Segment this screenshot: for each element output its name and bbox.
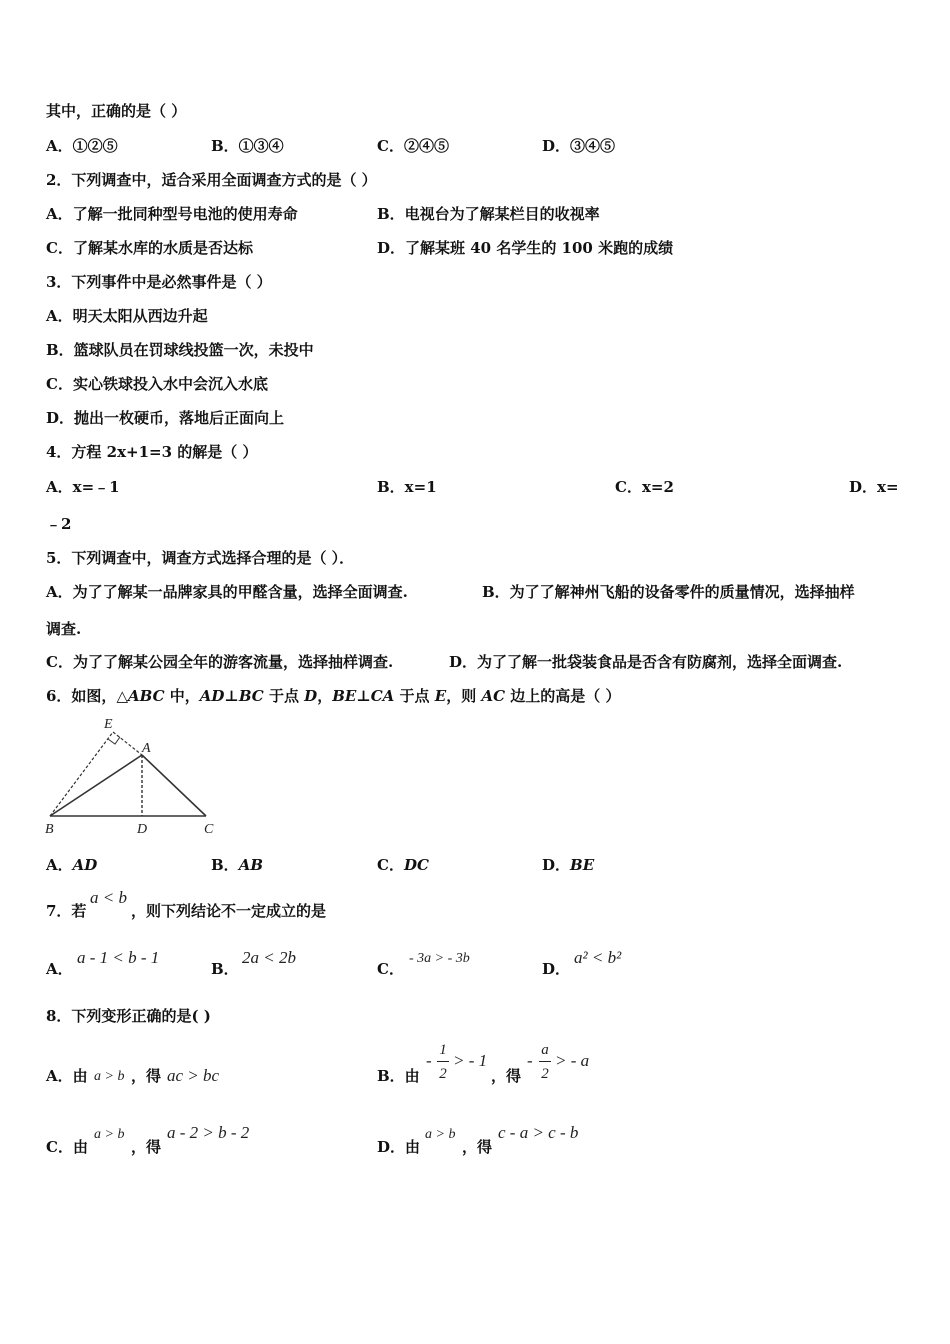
- q8-option-b-numerator-1: 1: [439, 1042, 447, 1058]
- q1-option-d: D．③④⑤: [542, 137, 616, 155]
- q6-text-6: 边上的高是（ ）: [505, 687, 621, 705]
- q8-option-c-cond: a > b: [94, 1127, 125, 1142]
- figure-right-angle-mark: [108, 737, 120, 744]
- q6-option-a: [46, 856, 97, 874]
- q2-option-d: D．了解某班 40 名学生的 100 米跑的成绩: [377, 239, 674, 257]
- q5-stem: 5．下列调查中，调查方式选择合理的是（ ）．: [46, 549, 355, 567]
- figure-line-ba: [50, 755, 142, 816]
- figure-label-c: C: [204, 822, 214, 837]
- q8-option-b-mid: ，得: [491, 1067, 522, 1085]
- q7-option-c-label: C．: [377, 960, 404, 978]
- figure-line-ac: [142, 755, 206, 816]
- q4-option-c: C．x=2: [615, 478, 674, 496]
- q2-option-a: A．了解一批同种型号电池的使用寿命: [46, 205, 298, 223]
- q6-text-5: ，则: [446, 687, 482, 705]
- q2-option-c: C．了解某水库的水质是否达标: [46, 239, 253, 257]
- q8-option-a-mid: ，得: [131, 1067, 162, 1085]
- q7-num: 7．若: [46, 902, 87, 920]
- figure-label-b: B: [45, 822, 54, 837]
- q8-option-a-cond: a > b: [94, 1069, 125, 1084]
- q8-option-c-mid: ，得: [131, 1138, 162, 1156]
- q6-option-b-value: AB: [238, 856, 264, 874]
- q3-option-b: B．篮球队员在罚球线投篮一次，未投中: [46, 341, 314, 359]
- q8-option-b-rest-1: > - 1: [453, 1051, 488, 1070]
- q8-option-b-fraction-bar-2: [539, 1061, 551, 1062]
- q4-option-a: A．x=﹣1: [46, 478, 120, 496]
- q6-perp-1: ⊥: [224, 687, 239, 705]
- q6-text-4: 于点: [394, 687, 435, 705]
- q5-option-b: B．为了了解神州飞船的设备零件的质量情况，选择抽样: [482, 583, 855, 601]
- q1-stem: 其中，正确的是（ ）: [46, 102, 187, 120]
- q6-point-e: E: [434, 687, 447, 705]
- q8-option-b-rest-2: > - a: [555, 1051, 590, 1070]
- q3-option-a: A．明天太阳从西边升起: [46, 307, 208, 325]
- q6-option-b-label: B．: [211, 856, 239, 874]
- figure-label-a: A: [142, 741, 151, 756]
- q8-option-c-result: a - 2 > b - 2: [167, 1123, 250, 1142]
- figure-label-d: D: [137, 822, 148, 837]
- q6-stem: [46, 687, 620, 705]
- q4-option-d: D．x=: [849, 478, 899, 496]
- q5-option-b-continued: 调查.: [46, 620, 82, 638]
- figure-line-ea: [113, 732, 142, 755]
- q6-text-2: 于点: [263, 687, 305, 705]
- q6-option-c-value: DC: [403, 856, 429, 874]
- q6-ac: AC: [481, 687, 506, 705]
- q2-option-b: B．电视台为了解某栏目的收视率: [377, 205, 600, 223]
- q5-option-d: D．为了了解一批袋装食品是否含有防腐剂，选择全面调查.: [449, 653, 843, 671]
- q6-bc: BC: [238, 687, 264, 705]
- q7-rest: ，则下列结论不一定成立的是: [131, 902, 327, 920]
- q7-option-d-expr: a² < b²: [574, 948, 622, 967]
- q8-option-b-label: B．由: [377, 1067, 420, 1085]
- q7-condition: a < b: [90, 888, 127, 907]
- q8-option-a-result: ac > bc: [167, 1066, 220, 1085]
- q4-option-d-continued: ﹣2: [46, 515, 72, 533]
- q6-perp-2: ⊥: [356, 687, 371, 705]
- q8-stem: 8．下列变形正确的是( ): [46, 1007, 211, 1025]
- q8-option-d-cond: a > b: [425, 1127, 456, 1142]
- q8-option-b-denominator-1: 2: [439, 1066, 447, 1082]
- q6-triangle-figure: [38, 713, 228, 838]
- q7-option-a-label: A．: [46, 960, 73, 978]
- q6-text-3: ，: [317, 687, 333, 705]
- q6-num: 6．如图，: [46, 687, 117, 705]
- q6-option-c: [377, 856, 429, 874]
- q6-option-d: [542, 856, 594, 874]
- q7-option-d-label: D．: [542, 960, 571, 978]
- q6-triangle: △ABC: [116, 687, 165, 705]
- q6-be: BE: [332, 687, 357, 705]
- q5-option-c: C．为了了解某公园全年的游客流量，选择抽样调查.: [46, 653, 394, 671]
- q5-option-a: A．为了了解某一品牌家具的甲醛含量，选择全面调查.: [46, 583, 408, 601]
- q6-option-d-value: BE: [570, 856, 595, 874]
- q8-option-d-label: D．由: [377, 1138, 421, 1156]
- q8-option-d-mid: ，得: [462, 1138, 493, 1156]
- q7-option-b-expr: 2a < 2b: [242, 948, 296, 967]
- q8-option-b-minus-2: -: [527, 1051, 533, 1070]
- q3-stem: 3．下列事件中是必然事件是（ ）: [46, 273, 272, 291]
- q6-option-a-label: A．: [46, 856, 73, 874]
- q7-option-b-label: B．: [211, 960, 239, 978]
- q7-option-c-expr: - 3a > - 3b: [409, 951, 470, 966]
- q8-option-a-label: A．由: [46, 1067, 88, 1085]
- q1-option-c: C．②④⑤: [377, 137, 449, 155]
- q4-option-b: B．x=1: [377, 478, 437, 496]
- q6-option-d-label: D．: [542, 856, 571, 874]
- q6-option-a-value: AD: [72, 856, 98, 874]
- q2-stem: 2．下列调查中，适合采用全面调查方式的是（ ）: [46, 171, 377, 189]
- q1-option-b: B．①③④: [211, 137, 284, 155]
- figure-label-e: E: [104, 717, 113, 732]
- q4-stem: 4．方程 2x+1=3 的解是（ ）: [46, 443, 258, 461]
- q8-option-c-label: C．由: [46, 1138, 88, 1156]
- q6-option-b: [211, 856, 263, 874]
- q8-option-b-denominator-2: 2: [541, 1066, 549, 1082]
- q1-option-a: A．①②⑤: [46, 137, 118, 155]
- q3-option-c: C．实心铁球投入水中会沉入水底: [46, 375, 268, 393]
- q8-option-b-minus-1: -: [426, 1051, 432, 1070]
- q8-option-b-fraction-bar-1: [437, 1061, 449, 1062]
- q6-point-d: D: [304, 687, 318, 705]
- q6-ad: AD: [199, 687, 225, 705]
- q3-option-d: D．抛出一枚硬币，落地后正面向上: [46, 409, 285, 427]
- q7-option-a-expr: a - 1 < b - 1: [77, 948, 160, 967]
- q6-ca: CA: [370, 687, 395, 705]
- q8-option-d-result: c - a > c - b: [498, 1123, 579, 1142]
- figure-line-be: [50, 732, 113, 816]
- q6-option-c-label: C．: [377, 856, 404, 874]
- q8-option-b-numerator-2: a: [541, 1042, 549, 1058]
- q6-text-1: 中，: [164, 687, 200, 705]
